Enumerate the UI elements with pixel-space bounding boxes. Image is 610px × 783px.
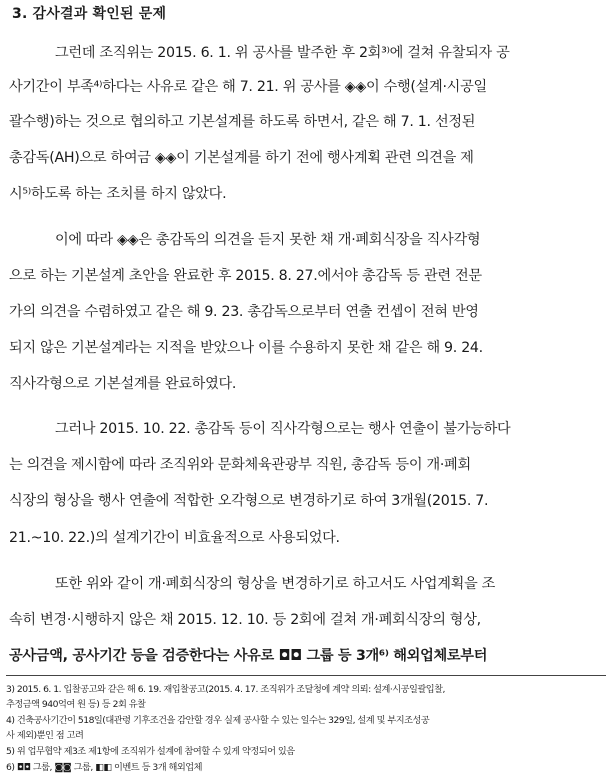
footnote: 3) 2015. 6. 1. 입찰공고와 같은 해 6. 19. 재입찰공고(2015. 4. 17. 조직위가 조달청에 계약 의뢰: 설계·시공일괄입찰, [6, 684, 445, 695]
body-line: 공사금액, 공사기간 등을 검증한다는 사유로 ◘◘ 그룹 등 3개⁶⁾ 해외업체로부터 [9, 648, 488, 664]
body-line: 직사각형으로 기본설계를 완료하였다. [9, 376, 237, 392]
body-line: 식장의 형상을 행사 연출에 적합한 오각형으로 변경하기로 하여 3개월(2015. 7. [9, 493, 489, 509]
body-line: 속히 변경·시행하지 않은 채 2015. 12. 10. 등 2회에 걸쳐 개·폐회식장의 형상, [9, 612, 481, 628]
body-line: 괄수행)하는 것으로 협의하고 기본설계를 하도록 하면서, 같은 해 7. 1. 선정된 [9, 114, 476, 130]
body-line: 가의 의견을 수렴하였고 같은 해 9. 23. 총감독으로부터 연출 컨셉이 전혀 반영 [9, 304, 479, 320]
body-line: 21.~10. 22.)의 설계기간이 비효율적으로 사용되었다. [9, 530, 340, 546]
body-line: 또한 위와 같이 개·폐회식장의 형상을 변경하기로 하고서도 사업계획을 조 [55, 576, 496, 592]
body-line: 되지 않은 기본설계라는 지적을 받았으나 이를 수용하지 못한 채 같은 해 9. 24. [9, 340, 483, 356]
body-line: 으로 하는 기본설계 초안을 완료한 후 2015. 8. 27.에서야 총감독 등 관련 전문 [9, 268, 482, 284]
body-line: 사기간이 부족⁴⁾하다는 사유로 같은 해 7. 21. 위 공사를 ◈◈이 수행(설계·시공일 [9, 79, 487, 95]
body-line: 이에 따라 ◈◈은 총감독의 의견을 듣지 못한 채 개·폐회식장을 직사각형 [55, 232, 481, 248]
section-heading: 3. 감사결과 확인된 문제 [12, 6, 167, 22]
body-line: 시⁵⁾하도록 하는 조치를 하지 않았다. [9, 186, 227, 202]
footnote-divider [6, 675, 606, 676]
footnote: 사 제외)뿐인 점 고려 [6, 730, 84, 741]
footnote: 추정금액 940억여 원 등) 등 2회 유찰 [6, 699, 146, 710]
footnote: 5) 위 업무협약 제3조 제1항에 조직위가 설계에 참여할 수 있게 약정되어 있음 [6, 746, 295, 757]
body-line: 그러나 2015. 10. 22. 총감독 등이 직사각형으로는 행사 연출이 불가능하다 [55, 421, 511, 437]
body-line: 는 의견을 제시함에 따라 조직위와 문화체육관광부 직원, 총감독 등이 개·폐회 [9, 457, 471, 473]
footnote: 4) 건축공사기간이 518일(대관령 기후조건을 감안할 경우 실제 공사할 수 있는 일수는 329일, 설계 및 부지조성공 [6, 715, 430, 726]
footnote: 6) ◘◘ 그룹, ◙◙ 그룹, ◧◧ 이벤트 등 3개 해외업체 [6, 762, 202, 773]
body-line: 총감독(AH)으로 하여금 ◈◈이 기본설계를 하기 전에 행사계획 관련 의견을 제 [9, 150, 474, 166]
body-line: 그런데 조직위는 2015. 6. 1. 위 공사를 발주한 후 2회³⁾에 걸쳐 유찰되자 공 [55, 45, 510, 61]
